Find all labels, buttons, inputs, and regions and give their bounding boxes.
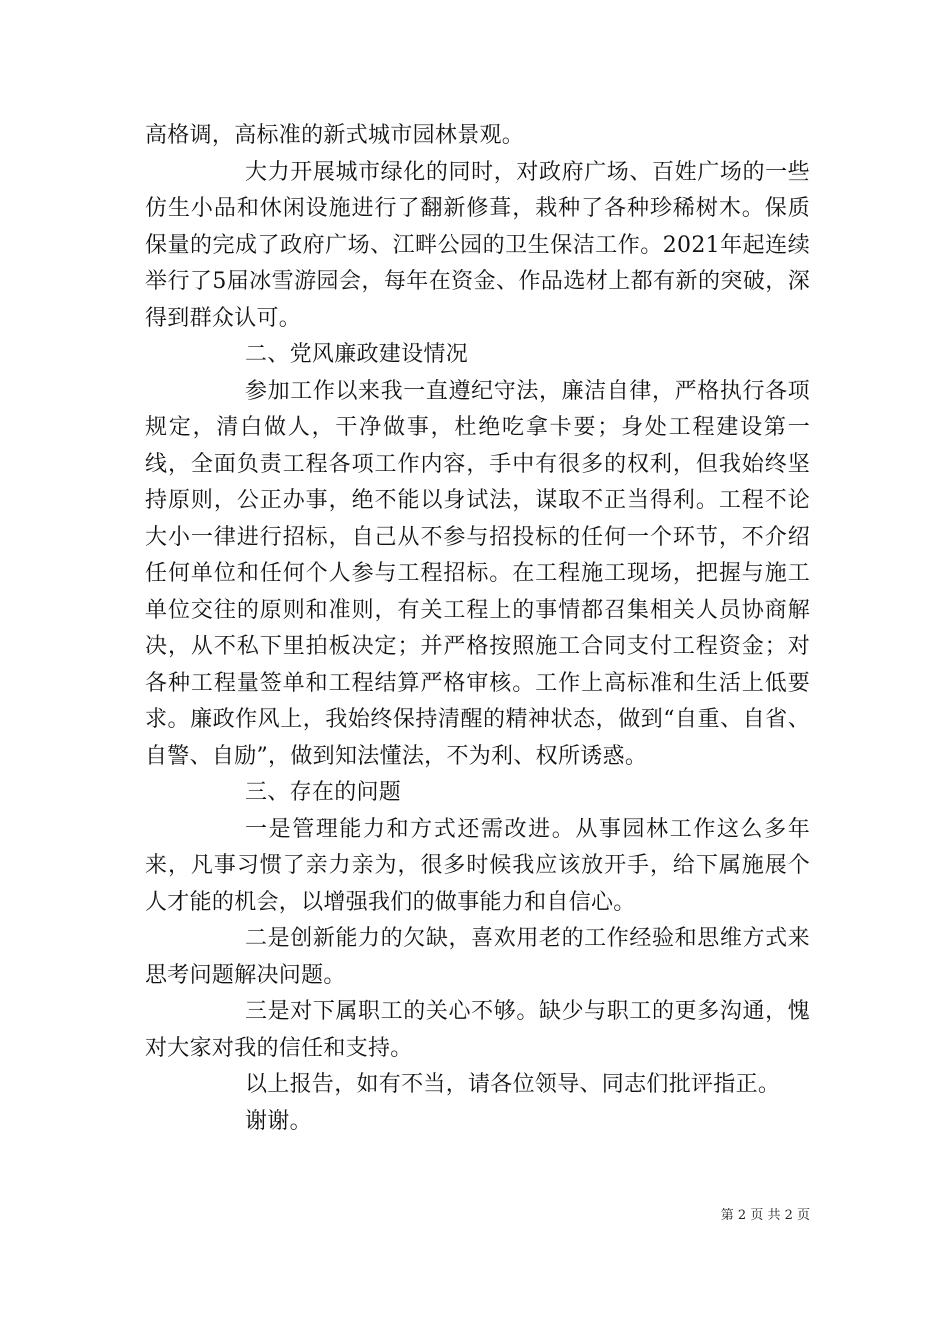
paragraph-thanks: 谢谢。 <box>245 1108 312 1134</box>
section-heading-problems: 三、存在的问题 <box>245 780 402 805</box>
paragraph-greening: 大力开展城市绿化的同时，对政府广场、百姓广场的一些仿生小品和休闲设施进行了翻新修葺，栽种了各种珍稀树木。保质保量的完成了政府广场、江畔公园的卫生保洁工作。2021年起连续举行了5届冰雪游园会，每年在资金、作品选材上都有新的突破，深得到群众认可。 <box>145 159 810 331</box>
paragraph-problem-two: 二是创新能力的欠缺，喜欢用老的工作经验和思维方式来思考问题解决问题。 <box>145 926 810 988</box>
paragraph-continuation: 高格调，高标准的新式城市园林景观。 <box>145 123 525 148</box>
paragraph-problem-three: 三是对下属职工的关心不够。缺少与职工的更多沟通，愧对大家对我的信任和支持。 <box>145 999 810 1061</box>
paragraph-problem-one: 一是管理能力和方式还需改进。从事园林工作这么多年来，凡事习惯了亲力亲为，很多时候我应该放开手，给下属施展个人才能的机会，以增强我们的做事能力和自信心。 <box>145 816 810 915</box>
paragraph-integrity: 参加工作以来我一直遵纪守法，廉洁自律，严格执行各项规定，清白做人，干净做事，杜绝吃拿卡要；身处工程建设第一线，全面负责工程各项工作内容，手中有很多的权利，但我始终坚持原则，公正办事，绝不能以身试法，谋取不正当得利。工程不论大小一律进行招标，自己从不参与招投标的任何一个环节，不介绍任何单位和任何个人参与工程招标。在工程施工现场，把握与施工单位交往的原则和准则，有关工程上的事情都召集相关人员协商解决，从不私下里拍板决定；并严格按照施工合同支付工程资金；对各种工程量签单和工程结算严格审核。工作上高标准和生活上低要求。廉政作风上，我始终保持清醒的精神状态，做到“自重、自省、自警、自励”，做到知法懂法，不为利、权所诱惑。 <box>145 378 810 769</box>
page-number: 第 2 页 共 2 页 <box>720 1208 810 1223</box>
section-heading-integrity: 二、党风廉政建设情况 <box>245 342 469 367</box>
document-body <box>145 118 810 1140</box>
paragraph-closing: 以上报告，如有不当，请各位领导、同志们批评指正。 <box>245 1072 781 1097</box>
